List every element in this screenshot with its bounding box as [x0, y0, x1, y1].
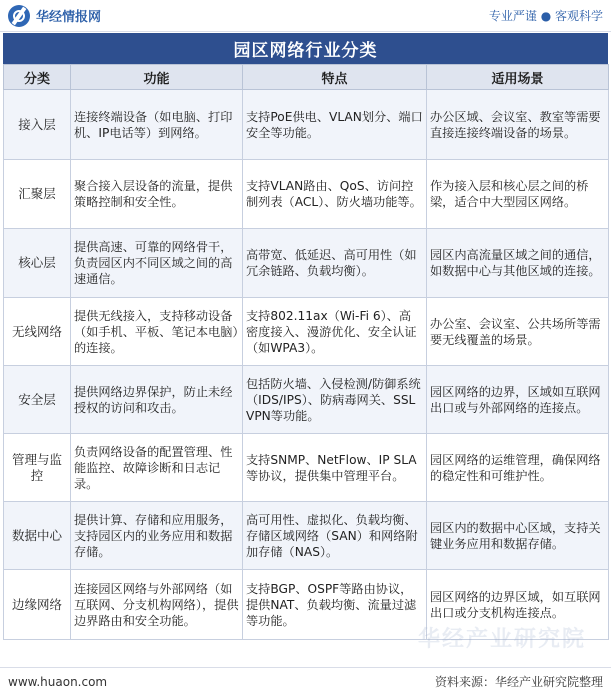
cell-function: 提供计算、存储和应用服务，支持园区内的业务应用和数据存储。	[71, 502, 243, 570]
table-row	[4, 298, 609, 366]
page-title: 园区网络行业分类	[3, 33, 608, 64]
cell-feature: 高带宽、低延迟、高可用性（如冗余链路、负载均衡）。	[243, 229, 427, 298]
table-row	[4, 160, 609, 229]
cell-function: 提供网络边界保护，防止未经授权的访问和攻击。	[71, 366, 243, 434]
website-url: www.huaon.com	[8, 674, 108, 689]
data-source: 资料来源：华经产业研究院整理	[434, 675, 603, 689]
cell-category: 接入层	[4, 90, 71, 160]
cell-function: 提供高速、可靠的网络骨干，负责园区内不同区域之间的高速通信。	[71, 229, 243, 298]
cell-scenario: 园区网络的边界，区域如互联网出口或与外部网络的连接点。	[427, 366, 609, 434]
cell-function: 连接园区网络与外部网络（如互联网、分支机构网络），提供边界路由和安全功能。	[71, 570, 243, 640]
cell-scenario: 园区网络的运维管理，确保网络的稳定性和可维护性。	[427, 434, 609, 502]
cell-function: 聚合接入层设备的流量，提供策略控制和安全性。	[71, 160, 243, 229]
column-header-category: 分类	[4, 65, 71, 90]
top-bar	[0, 0, 611, 32]
cell-category: 管理与监控	[4, 434, 71, 502]
footer	[0, 667, 611, 695]
table-row	[4, 434, 609, 502]
table-header-row	[4, 65, 609, 90]
cell-function: 连接终端设备（如电脑、打印机、IP电话等）到网络。	[71, 90, 243, 160]
cell-feature: 支持802.11ax（Wi-Fi 6）、高密度接入、漫游优化、安全认证（如WPA3）。	[243, 298, 427, 366]
cell-scenario: 园区内的数据中心区域，支持关键业务应用和数据存储。	[427, 502, 609, 570]
huajing-logo-icon	[8, 5, 30, 27]
table-row	[4, 502, 609, 570]
cell-category: 边缘网络	[4, 570, 71, 640]
classification-table	[3, 64, 609, 640]
slogan: 专业严谨 ● 客观科学	[488, 9, 603, 23]
cell-category: 核心层	[4, 229, 71, 298]
column-header-scenario: 适用场景	[427, 65, 609, 90]
cell-scenario: 园区网络的边界区域，如互联网出口或分支机构连接点。	[427, 570, 609, 640]
cell-category: 汇聚层	[4, 160, 71, 229]
watermark: 华经产业研究院	[418, 627, 587, 652]
table-row	[4, 90, 609, 160]
brand	[8, 5, 101, 27]
brand-name: 华经情报网	[36, 10, 102, 25]
cell-feature: 高可用性、虚拟化、负载均衡、存储区域网络（SAN）和网络附加存储（NAS）。	[243, 502, 427, 570]
cell-scenario: 办公区域、会议室、教室等需要直接连接终端设备的场景。	[427, 90, 609, 160]
cell-feature: 包括防火墙、入侵检测/防御系统（IDS/IPS）、防病毒网关、SSL VPN等功能。	[243, 366, 427, 434]
cell-feature: 支持SNMP、NetFlow、IP SLA等协议，提供集中管理平台。	[243, 434, 427, 502]
cell-feature: 支持VLAN路由、QoS、访问控制列表（ACL）、防火墙功能等。	[243, 160, 427, 229]
cell-category: 无线网络	[4, 298, 71, 366]
cell-scenario: 作为接入层和核心层之间的桥梁，适合中大型园区网络。	[427, 160, 609, 229]
cell-feature: 支持BGP、OSPF等路由协议，提供NAT、负载均衡、流量过滤等功能。	[243, 570, 427, 640]
column-header-feature: 特点	[243, 65, 427, 90]
column-header-function: 功能	[71, 65, 243, 90]
cell-category: 数据中心	[4, 502, 71, 570]
table-row	[4, 366, 609, 434]
table-row	[4, 570, 609, 640]
cell-scenario: 园区内高流量区域之间的通信，如数据中心与其他区域的连接。	[427, 229, 609, 298]
table-row	[4, 229, 609, 298]
cell-function: 提供无线接入，支持移动设备（如手机、平板、笔记本电脑）的连接。	[71, 298, 243, 366]
cell-category: 安全层	[4, 366, 71, 434]
cell-scenario: 办公室、会议室、公共场所等需要无线覆盖的场景。	[427, 298, 609, 366]
cell-function: 负责网络设备的配置管理、性能监控、故障诊断和日志记录。	[71, 434, 243, 502]
cell-feature: 支持PoE供电、VLAN划分、端口安全等功能。	[243, 90, 427, 160]
